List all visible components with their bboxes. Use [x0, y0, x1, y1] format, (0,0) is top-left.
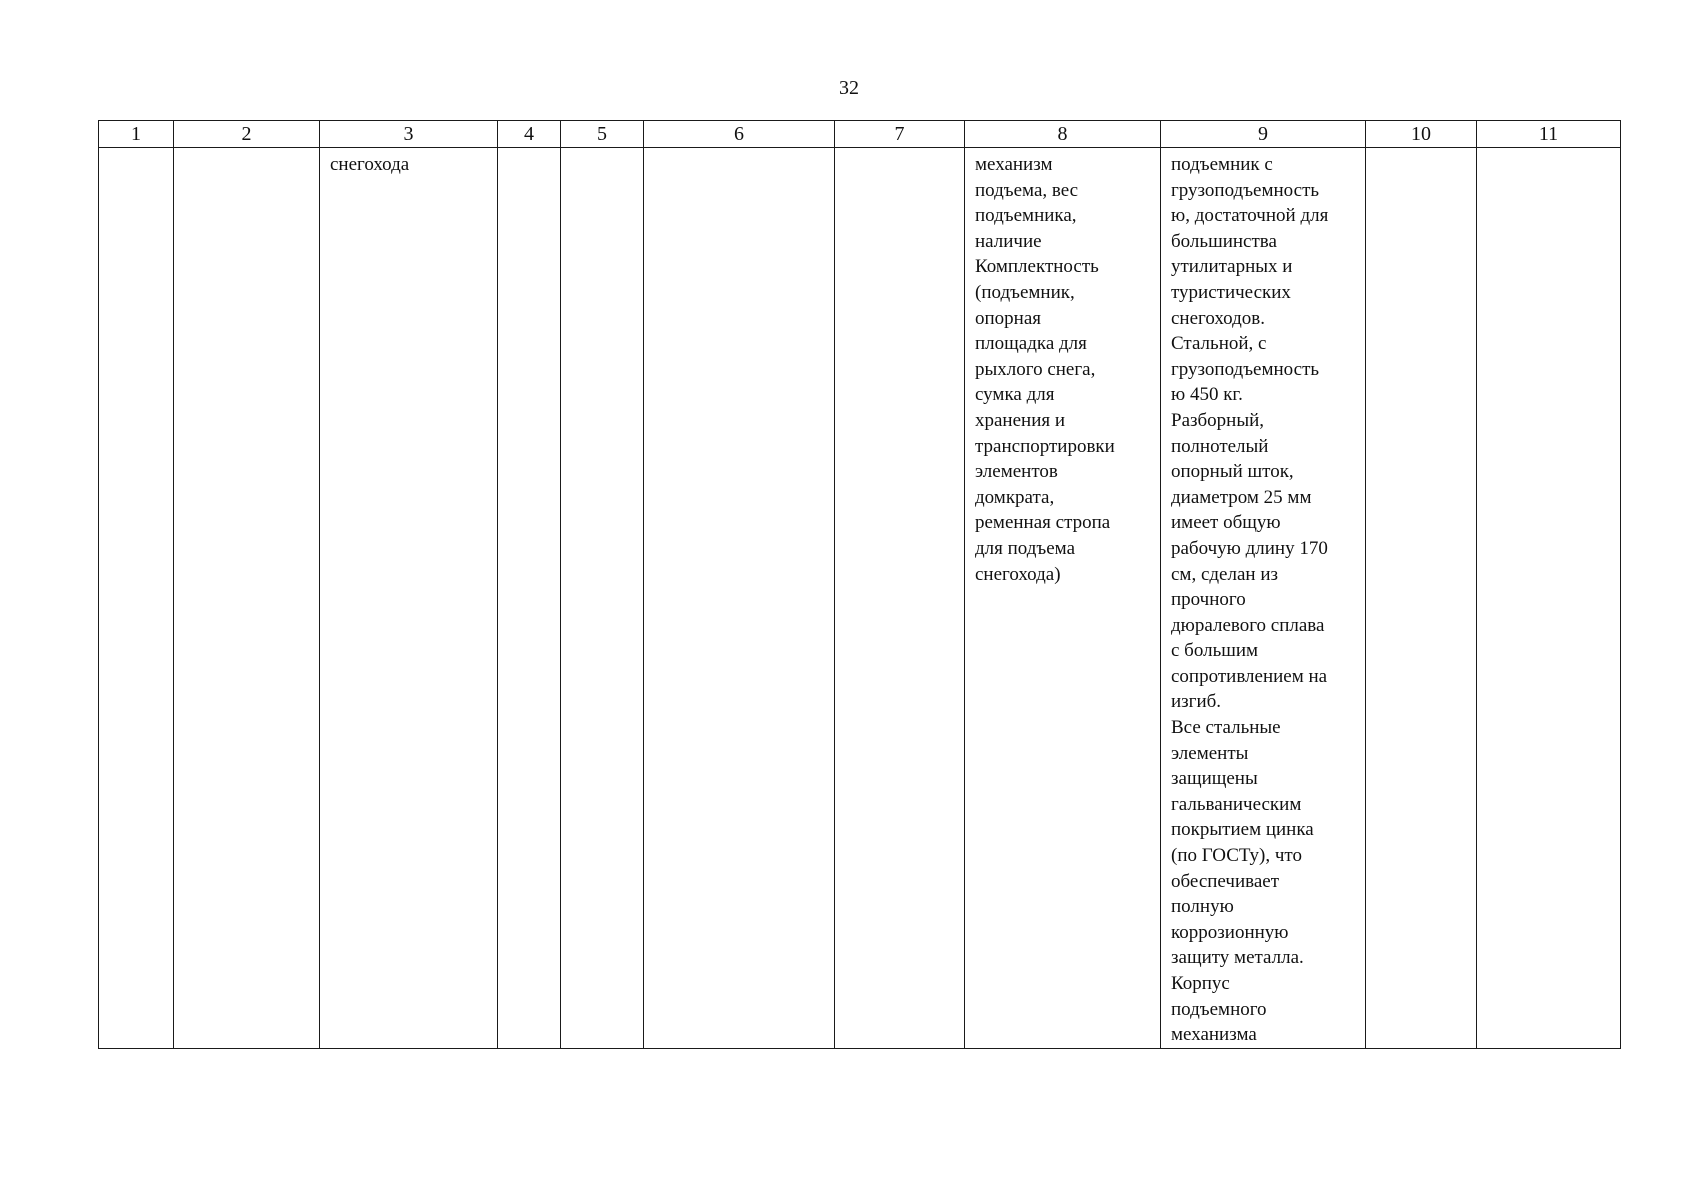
table-cell-col-11: [1477, 148, 1621, 1049]
column-header-5: 5: [561, 121, 644, 148]
specification-table: [98, 120, 1621, 1049]
column-header-3: 3: [320, 121, 498, 148]
column-header-6: 6: [644, 121, 835, 148]
table-cell-col-4: [498, 148, 561, 1049]
column-header-7: 7: [835, 121, 965, 148]
column-header-4: 4: [498, 121, 561, 148]
table-cell-col-3: снегохода: [320, 148, 498, 1049]
table-cell-col-1: [99, 148, 174, 1049]
column-header-2: 2: [174, 121, 320, 148]
table-cell-col-7: [835, 148, 965, 1049]
table-cell-col-9: подъемник с грузоподъемность ю, достаточной для большинства утилитарных и туристических снегоходов. Стальной, с грузоподъемность ю 450 кг. Разборный, полнотелый опорный шток, диаметром 25 мм имеет общую рабочую длину 170 см, сделан из прочного дюралевого сплава с большим сопротивлением на изгиб. Все стальные элементы защищены гальваническим покрытием цинка (по ГОСТу), что обеспечивает полную коррозионную защиту металла. Корпус подъемного механизма: [1161, 148, 1366, 1049]
page-number: 32: [839, 77, 859, 99]
table-cell-col-6: [644, 148, 835, 1049]
column-header-8: 8: [965, 121, 1161, 148]
table-cell-col-2: [174, 148, 320, 1049]
column-header-11: 11: [1477, 121, 1621, 148]
column-header-1: 1: [99, 121, 174, 148]
table-cell-col-5: [561, 148, 644, 1049]
column-number-row: [99, 121, 1621, 148]
column-header-10: 10: [1366, 121, 1477, 148]
column-header-9: 9: [1161, 121, 1366, 148]
table-cell-col-10: [1366, 148, 1477, 1049]
table-cell-col-8: механизм подъема, вес подъемника, наличие Комплектность (подъемник, опорная площадка для рыхлого снега, сумка для хранения и транспортировки элементов домкрата, ременная стропа для подъема снегохода): [965, 148, 1161, 1049]
table-row: [99, 148, 1621, 1049]
